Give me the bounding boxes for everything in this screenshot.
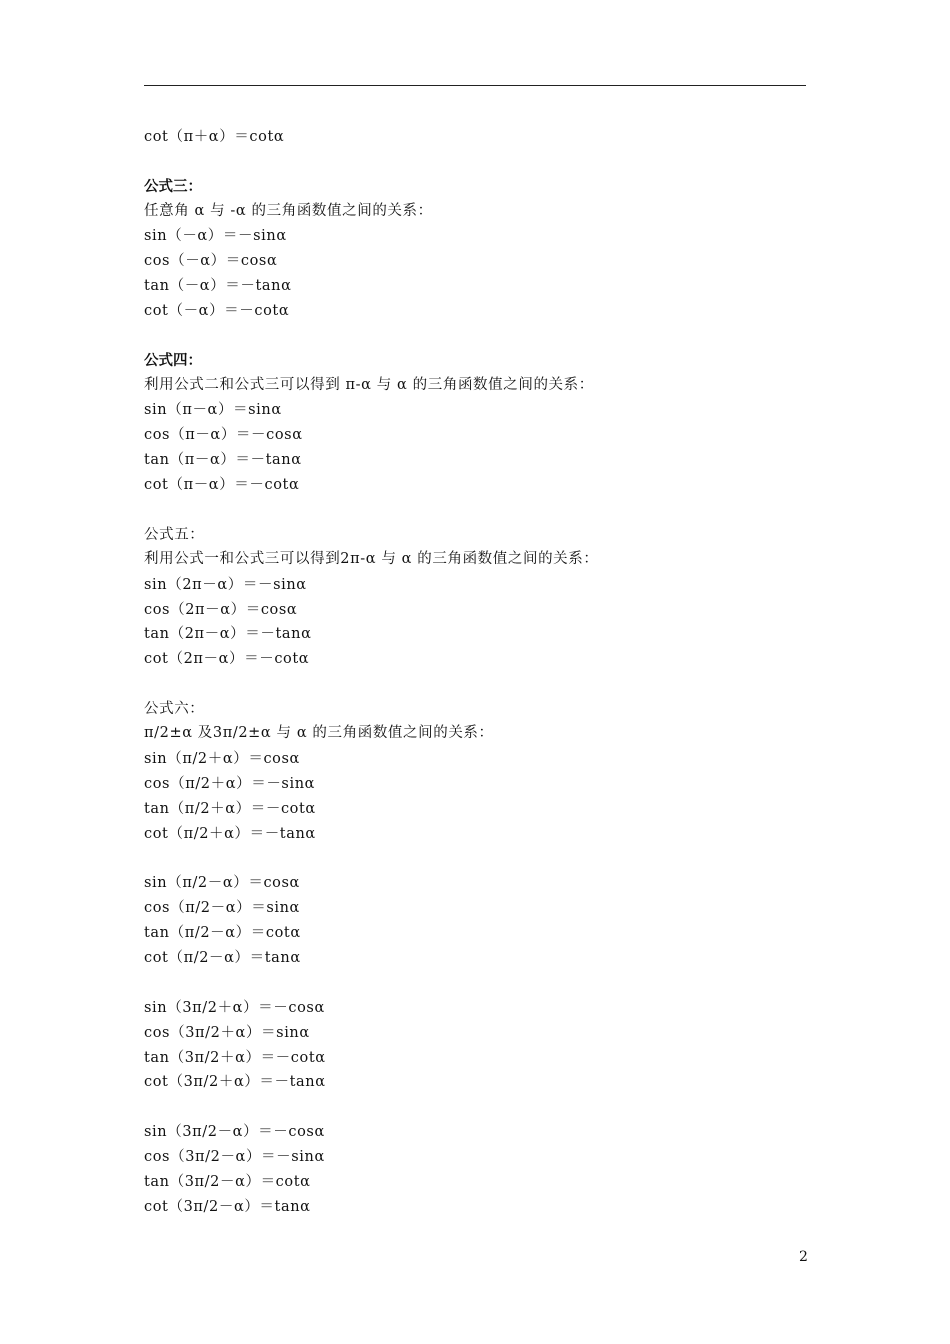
formula-line: sin（2π－α）＝－sinα: [144, 577, 307, 593]
formula-line: tan（π－α）＝－tanα: [144, 452, 302, 468]
formula-line: sin（π/2＋α）＝cosα: [144, 751, 300, 767]
formula-line: cot（3π/2－α）＝tanα: [144, 1199, 311, 1215]
formula-line: 公式五：: [144, 527, 205, 543]
formula-line: tan（3π/2＋α）＝－cotα: [144, 1050, 326, 1066]
formula-line: cos（3π/2－α）＝－sinα: [144, 1149, 325, 1165]
formula-line: 利用公式二和公式三可以得到 π-α 与 α 的三角函数值之间的关系：: [144, 377, 594, 393]
formula-line: cot（－α）＝－cotα: [144, 303, 290, 319]
formula-line: cot（π/2－α）＝tanα: [144, 950, 301, 966]
section-heading: 公式三：: [144, 178, 202, 195]
page-number: 2: [799, 1249, 808, 1265]
formula-line: sin（π/2－α）＝cosα: [144, 875, 300, 891]
formula-line: tan（π/2－α）＝cotα: [144, 925, 301, 941]
formula-line: tan（－α）＝－tanα: [144, 278, 292, 294]
formula-line: cos（2π－α）＝cosα: [144, 602, 298, 618]
formula-line: cot（2π－α）＝－cotα: [144, 651, 310, 667]
formula-line: sin（3π/2－α）＝－cosα: [144, 1124, 325, 1140]
formula-line: cos（－α）＝cosα: [144, 253, 278, 269]
formula-line: cot（3π/2＋α）＝－tanα: [144, 1074, 326, 1090]
formula-line: tan（3π/2－α）＝cotα: [144, 1174, 311, 1190]
header-rule: [144, 85, 806, 86]
formula-line: π/2±α 及3π/2±α 与 α 的三角函数值之间的关系：: [144, 725, 494, 741]
formula-line: cos（π/2－α）＝sinα: [144, 900, 300, 916]
formula-line: cos（3π/2＋α）＝sinα: [144, 1025, 310, 1041]
formula-line: tan（2π－α）＝－tanα: [144, 626, 312, 642]
formula-line: cos（π－α）＝－cosα: [144, 427, 303, 443]
formula-line: sin（3π/2＋α）＝－cosα: [144, 1000, 325, 1016]
formula-line: 公式六：: [144, 701, 205, 717]
formula-line: 利用公式一和公式三可以得到2π-α 与 α 的三角函数值之间的关系：: [144, 551, 599, 567]
formula-line: cos（π/2＋α）＝－sinα: [144, 776, 316, 792]
section-heading: 公式四：: [144, 352, 202, 369]
formula-line: cot（π/2＋α）＝－tanα: [144, 826, 316, 842]
formula-line: sin（π－α）＝sinα: [144, 402, 282, 418]
formula-line: cot（π－α）＝－cotα: [144, 477, 300, 493]
formula-line: sin（－α）＝－sinα: [144, 228, 287, 244]
formula-line: 任意角 α 与 -α 的三角函数值之间的关系：: [144, 203, 433, 219]
formula-line: tan（π/2＋α）＝－cotα: [144, 801, 316, 817]
formula-line: cot（π＋α）＝cotα: [144, 129, 285, 145]
